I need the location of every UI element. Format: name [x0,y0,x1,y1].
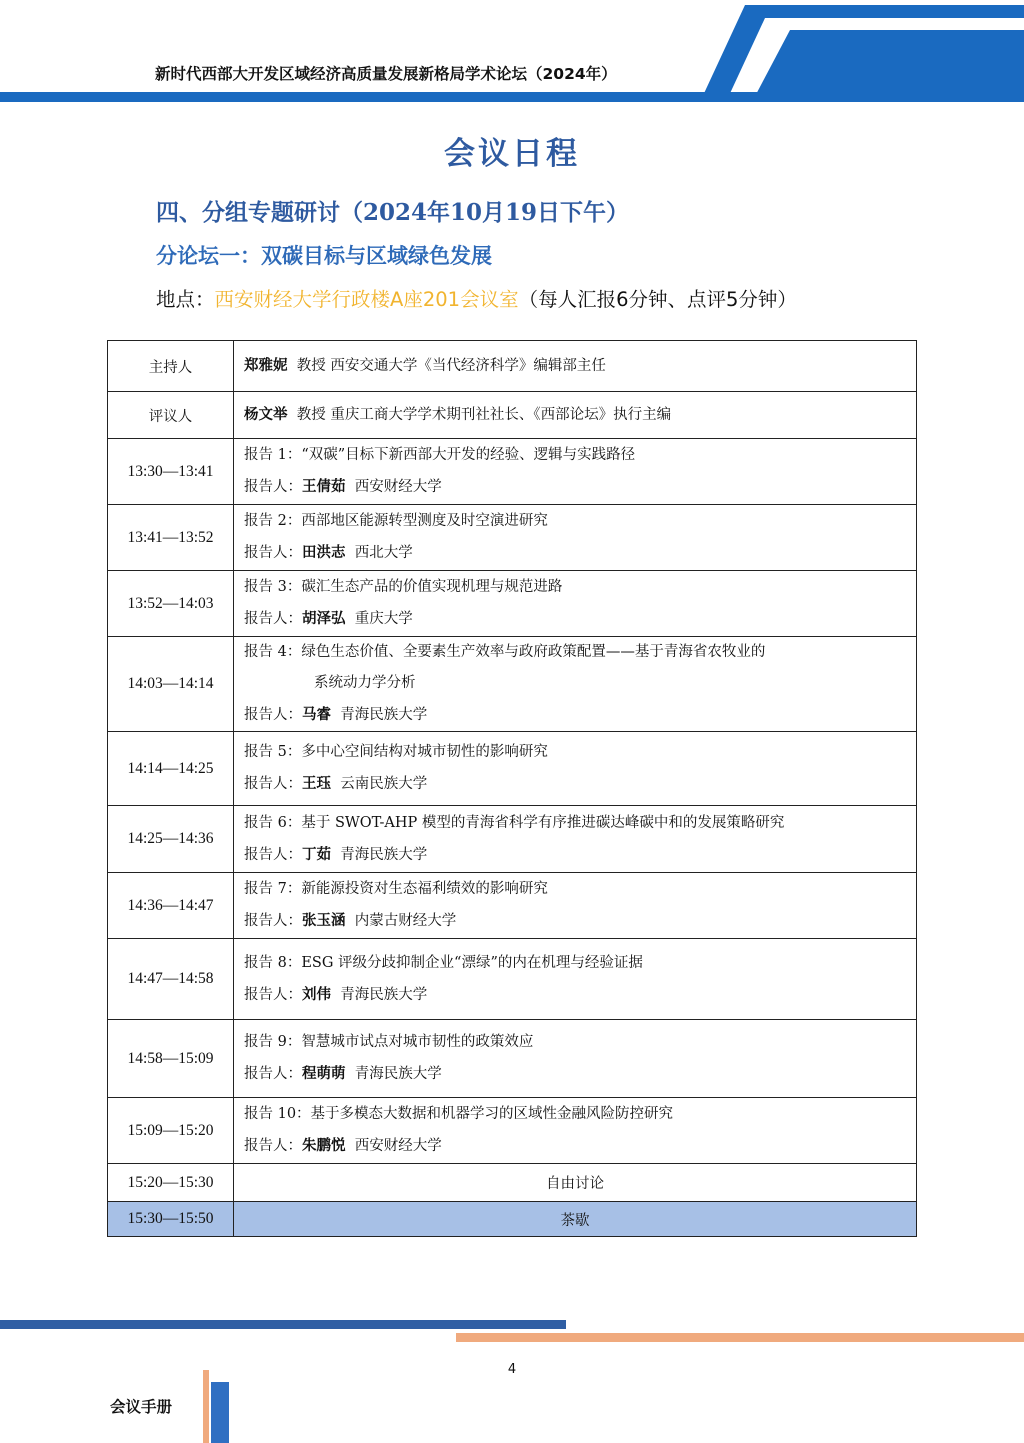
reporter-org: 青海民族大学 [340,846,428,863]
section-heading: 四、分组专题研讨（2024年10月19日下午） [156,199,630,226]
reporter-line [244,699,910,731]
report-time: 13:52—14:03 [108,571,234,637]
report-content [234,732,917,806]
report-title: 报告 8：ESG 评级分歧抑制企业“漂绿”的内在机理与经验证据 [244,954,643,971]
reporter-label: 报告人： [244,986,302,1003]
report-content [234,1098,917,1164]
reporter-org: 青海民族大学 [340,986,428,1003]
report-time: 14:58—15:09 [108,1020,234,1098]
report-time: 14:36—14:47 [108,873,234,939]
reporter-org: 青海民族大学 [354,1066,442,1082]
reporter-org: 西安财经大学 [354,479,442,495]
page-number: 4 [507,1362,517,1377]
schedule-table [107,340,917,1237]
reporter-label: 报告人： [244,1066,302,1082]
role-label: 评议人 [108,392,234,439]
reporter-name: 程萌萌 [302,1065,346,1082]
table-row [108,873,917,939]
reviewer-detail: 教授 重庆工商大学学术期刊社社长、《西部论坛》执行主编 [296,407,672,423]
table-row [108,637,917,732]
reporter-label: 报告人： [244,776,302,792]
table-row [108,1098,917,1164]
location-venue: 西安财经大学行政楼A座201会议室 [214,288,519,311]
report-time: 13:41—13:52 [108,505,234,571]
report-title: 报告 10：基于多模态大数据和机器学习的区域性金融风险防控研究 [244,1106,674,1122]
report-time: 14:47—14:58 [108,939,234,1020]
table-row-host [108,341,917,392]
header-title: 新时代西部大开发区域经济高质量发展新格局学术论坛（2024年） [155,65,617,83]
report-content [234,1020,917,1098]
report-content [234,939,917,1020]
report-time: 14:14—14:25 [108,732,234,806]
reporter-line [244,979,910,1011]
table-row [108,806,917,873]
role-content [234,392,917,439]
reporter-label: 报告人： [244,913,302,929]
reporter-org: 西安财经大学 [354,1138,442,1154]
table-row [108,505,917,571]
reporter-org: 重庆大学 [354,611,413,627]
reporter-label: 报告人： [244,707,302,723]
reporter-label: 报告人： [244,479,302,495]
footer-label: 会议手册 [110,1398,173,1416]
reporter-name: 王倩茹 [302,478,346,495]
tea-break-label: 茶歇 [234,1202,917,1237]
header-bar [0,92,1024,102]
reporter-label: 报告人： [244,846,302,863]
report-time: 14:25—14:36 [108,806,234,873]
sub-forum-heading: 分论坛一：双碳目标与区域绿色发展 [156,244,492,268]
report-title: 报告 6：基于 SWOT-AHP 模型的青海省科学有序推进碳达峰碳中和的发展策略研究 [244,814,785,831]
location-note: （每人汇报6分钟、点评5分钟） [518,288,797,311]
reporter-org: 云南民族大学 [340,776,428,792]
location-label: 地点： [156,288,215,311]
reporter-label: 报告人： [244,611,302,627]
reporter-name: 张玉涵 [302,912,346,929]
report-title: 报告 7：新能源投资对生态福利绩效的影响研究 [244,881,548,897]
report-title: 报告 5：多中心空间结构对城市韧性的影响研究 [244,744,548,760]
reporter-name: 刘伟 [302,985,331,1003]
page-title: 会议日程 [444,136,580,172]
host-name: 郑雅妮 [244,357,288,374]
report-content [234,806,917,873]
tea-break-time: 15:30—15:50 [108,1202,234,1237]
reporter-line [244,1130,910,1162]
table-row [108,571,917,637]
table-row [108,439,917,505]
reporter-name: 丁茹 [302,845,331,863]
report-title: 报告 2：西部地区能源转型测度及时空演进研究 [244,513,548,529]
host-detail: 教授 西安交通大学《当代经济科学》编辑部主任 [296,358,606,374]
discussion-label: 自由讨论 [234,1164,917,1202]
footer-orange-strip [203,1370,209,1443]
reporter-line [244,471,910,503]
report-content [234,873,917,939]
footer-blue-bar [0,1320,566,1329]
reporter-name: 王珏 [302,775,331,792]
reporter-label: 报告人： [244,545,302,561]
footer-blue-block [211,1382,229,1443]
report-content [234,637,917,732]
reporter-line [244,1058,910,1090]
report-time: 14:03—14:14 [108,637,234,732]
role-content [234,341,917,392]
reporter-line [244,839,910,871]
table-row [108,1020,917,1098]
reporter-org: 青海民族大学 [340,707,428,723]
reviewer-name: 杨文举 [244,406,288,423]
reporter-name: 朱鹏悦 [302,1137,346,1154]
role-label: 主持人 [108,341,234,392]
footer-orange-bar [456,1333,1024,1342]
reporter-line [244,603,910,635]
report-title: 报告 3：碳汇生态产品的价值实现机理与规范进路 [244,579,563,595]
table-row-tea-break [108,1202,917,1237]
reporter-line [244,905,910,937]
reporter-org: 内蒙古财经大学 [354,913,457,929]
report-title: 报告 1：“双碳”目标下新西部大开发的经验、逻辑与实践路径 [244,447,636,463]
report-title-continued: 系统动力学分析 [314,675,416,691]
report-content [234,505,917,571]
reporter-line [244,537,910,569]
table-row-discussion [108,1164,917,1202]
reporter-name: 田洪志 [302,544,346,561]
report-title: 报告 9：智慧城市试点对城市韧性的政策效应 [244,1034,534,1050]
table-row [108,939,917,1020]
reporter-org: 西北大学 [354,545,413,561]
report-time: 15:09—15:20 [108,1098,234,1164]
report-content [234,571,917,637]
reporter-name: 胡泽弘 [302,610,346,627]
reporter-label: 报告人： [244,1138,302,1154]
report-title: 报告 4：绿色生态价值、全要素生产效率与政府政策配置——基于青海省农牧业的 [244,644,766,660]
table-row [108,732,917,806]
location-line [156,284,797,312]
report-time: 13:30—13:41 [108,439,234,505]
table-row-reviewer [108,392,917,439]
reporter-name: 马睿 [302,706,331,723]
reporter-line [244,768,910,800]
discussion-time: 15:20—15:30 [108,1164,234,1202]
report-content [234,439,917,505]
